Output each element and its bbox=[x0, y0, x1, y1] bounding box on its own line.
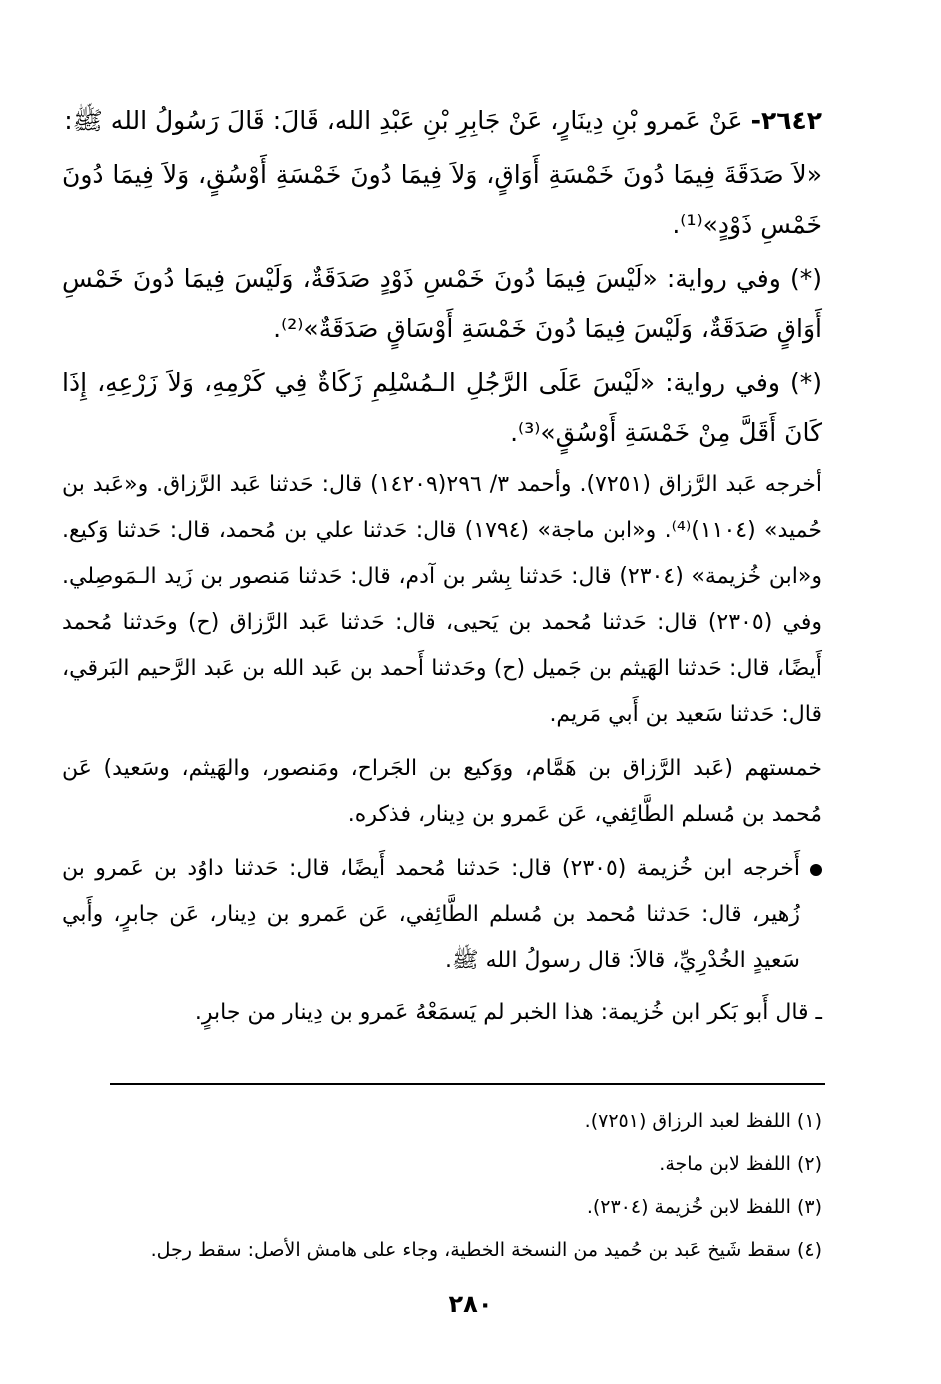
hadith-isnad bbox=[62, 96, 822, 146]
footnote-divider bbox=[110, 1083, 825, 1085]
isnad-text: عَنْ عَمرو بْنِ دِينَارٍ، عَنْ جَابِرِ بْنِ عَبْدِ الله، قَالَ: قَالَ رَسُولُ الله ﷺ: bbox=[64, 106, 743, 135]
footnote-1: (١) اللفظ لعبد الرزاق (٧٢٥١). bbox=[584, 1110, 822, 1132]
page-number: ٢٨٠ bbox=[448, 1290, 493, 1318]
bullet-text: أَخرجه ابن خُزيمة (٢٣٠٥) قال: حَدثنا مُحمد أَيضًا، قال: حَدثنا داوُد بن عَمرو بن زُهير، قال: حَدثنا مُحمد بن مُسلم الطَّائِفي، عَن عَمرو بن دِينار، عَن جابرٍ، وأَبي سَعيدٍ الخُدْرِيِّ، قالاَ: قال رسولُ الله ﷺ. bbox=[62, 856, 800, 973]
riwaya-2: (*) وفي رواية: «لَيْسَ عَلَى الرَّجُلِ الـمُسْلِمِ زَكَاةٌ فِي كَرْمِهِ، وَلاَ زَرْعِهِ، إِذَا كَانَ أَقَلَّ مِنْ خَمْسَةِ أَوْسُقٍ»⁽³⁾. bbox=[62, 368, 822, 447]
takhrij-paragraph-2: خمستهم (عَبد الرَّزاق بن هَمَّام، ووَكيع بن الجَراح، ومَنصور، والهَيثم، وسَعيد) عَن مُحمد بن مُسلم الطَّائِفي، عَن عَمرو بن دِينار، فذكره. bbox=[62, 756, 822, 827]
footnotes bbox=[62, 1100, 822, 1272]
bullet-icon bbox=[810, 864, 822, 876]
hadith-number: ٢٦٤٢- bbox=[750, 106, 822, 135]
takhrij-paragraph-1: أخرجه عَبد الرَّزاق (٧٢٥١). وأحمد ٣/ ٢٩٦(١٤٢٠٩) قال: حَدثنا عَبد الرَّزاق. و«عَبد بن حُميد» (١١٠٤)⁽⁴⁾. و«ابن ماجة» (١٧٩٤) قال: حَدثنا علي بن مُحمد، قال: حَدثنا وَكيع. و«ابن خُزيمة» (٢٣٠٤) قال: حَدثنا بِشر بن آدم، قال: حَدثنا مَنصور بن زَيد الـمَوصِلي. وفي (٢٣٠٥) قال: حَدثنا مُحمد بن يَحيى، قال: حَدثنا عَبد الرَّزاق (ح) وحَدثنا مُحمد أَيضًا، قال: حَدثنا الهَيثم بن جَميل (ح) وحَدثنا أَحمد بن عَبد الله بن عَبد الرَّحيم البَرقي، قال: حَدثنا سَعيد بن أَبي مَريم. bbox=[62, 472, 822, 727]
footnote-3: (٣) اللفظ لابن خُزيمة (٢٣٠٤). bbox=[586, 1196, 822, 1218]
hadith-matn: «لاَ صَدَقَةَ فِيمَا دُونَ خَمْسَةِ أَوَاقٍ، وَلاَ فِيمَا دُونَ خَمْسَةِ أَوْسُقٍ، وَلاَ فِيمَا دُونَ خَمْسِ ذَوْدٍ»⁽¹⁾. bbox=[62, 160, 822, 239]
riwaya-1: (*) وفي رواية: «لَيْسَ فِيمَا دُونَ خَمْسِ ذَوْدٍ صَدَقَةٌ، وَلَيْسَ فِيمَا دُونَ خَمْسِ أَوَاقٍ صَدَقَةٌ، وَلَيْسَ فِيمَا دُونَ خَمْسَةِ أَوْسَاقٍ صَدَقَةٌ»⁽²⁾. bbox=[62, 264, 822, 343]
main-text bbox=[62, 96, 822, 1036]
footnote-4: (٤) سقط شَيخ عَبد بن حُميد من النسخة الخطية، وجاء على هامش الأصل: سقط رجل. bbox=[150, 1239, 822, 1261]
takhrij-bullet bbox=[62, 846, 822, 984]
ibn-khuzayma-note: ـ قال أَبو بَكر ابن خُزيمة: هذا الخبر لم يَسمَعْهُ عَمرو بن دِينار من جابرٍ. bbox=[194, 1000, 822, 1025]
footnote-2: (٢) اللفظ لابن ماجة. bbox=[659, 1153, 822, 1175]
